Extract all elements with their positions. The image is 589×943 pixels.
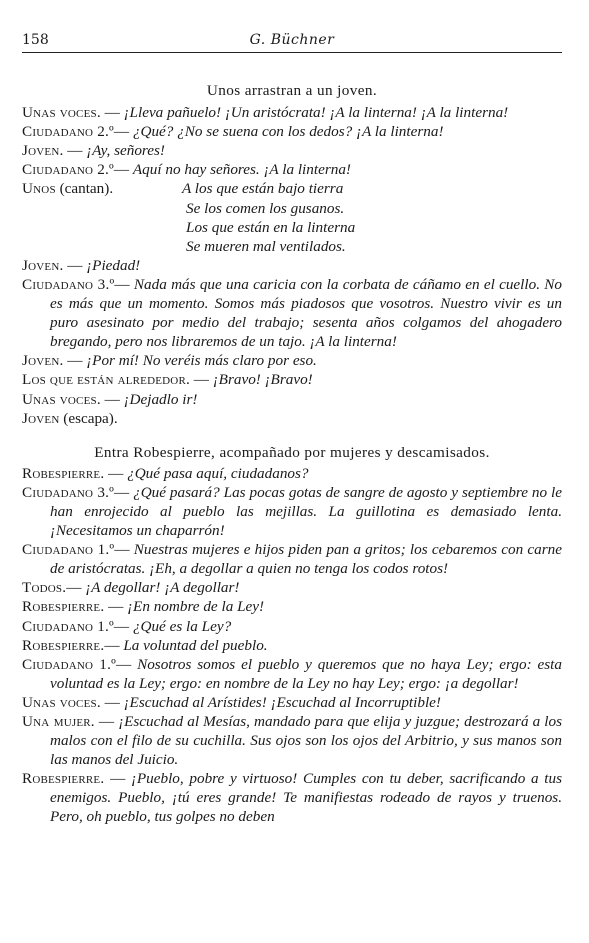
dialogue-dash: —: [104, 104, 120, 122]
dialogue-dash: —: [104, 693, 120, 711]
speech-text: ¿Qué? ¿No se suena con los dedos? ¡A la linterna!: [132, 123, 444, 141]
stage-aside: (escapa).: [63, 409, 118, 427]
speech-text: ¡En nombre de la Ley!: [127, 598, 265, 616]
dialogue-dash: —: [113, 161, 130, 179]
running-head: G. Büchner: [249, 32, 335, 48]
speech-text: ¡Escuchad al Mesías, mandado para que elija y juzgue; destrozará a los malos con el filo de su cuchilla. Sus ojos son los ojos del Arbitrio, y sus manos son las manos del Juicio.: [50, 713, 563, 769]
speaker-name: Ciudadano 3.º: [22, 275, 115, 293]
stage-direction: Entra Robespierre, acompañado por mujeres y descamisados.: [94, 443, 490, 461]
speech-text: ¡Bravo! ¡Bravo!: [212, 371, 313, 389]
dialogue-line: [22, 370, 562, 389]
speaker-name: Robespierre.: [22, 598, 105, 616]
dialogue-dash: —: [113, 123, 130, 141]
dialogue-line: [22, 712, 562, 769]
speaker-name: Ciudadano 2.º: [22, 123, 114, 141]
speaker-name: Robespierre.: [22, 464, 105, 482]
book-page: [22, 30, 562, 827]
dialogue-dash: —: [110, 770, 126, 788]
dialogue-line: [22, 122, 562, 141]
stage-aside: (cantan).: [59, 180, 114, 198]
verse-line: Los que están en la linterna: [186, 218, 356, 236]
speaker-name: Ciudadano 1.º: [22, 655, 116, 673]
dialogue-dash: —: [66, 579, 82, 597]
verse-line: Se mueren mal ventilados.: [186, 237, 346, 255]
speaker-name: Ciudadano 1.º: [22, 617, 114, 635]
speech-text: Nada más que una caricia con la corbata de cáñamo en el cuello. No es más que un momento. Somos más piadosos que vosotros. Nuestro vivir es un puro asesinato por medio del trabajo; sesenta años colgamos del ahogadero bregando, pero nos libraremos de un tajo. ¡A la linterna!: [50, 275, 563, 351]
stage-direction: Unos arrastran a un joven.: [206, 82, 378, 99]
speaker-name: Joven.: [22, 256, 64, 274]
speech-text: ¡Pueblo, pobre y virtuoso! Cumples con tu deber, sacrificando a tus enemigos. Pueblo, ¡tú eres grande! Te manifiestas rodeado de rayos y truenos. Pero, oh pueblo, tus golpes no deben: [50, 770, 563, 826]
dialogue-dash: —: [114, 541, 130, 559]
speaker-name: Unas voces.: [22, 693, 101, 711]
speaker-name: Los que están alrededor.: [22, 371, 190, 389]
song-block: [22, 179, 562, 255]
speaker-name: Robespierre.: [22, 636, 105, 654]
dialogue-dash: —: [104, 636, 120, 654]
dialogue-line: [22, 483, 562, 540]
dialogue-line: [22, 597, 562, 616]
dialogue-line: [22, 617, 562, 636]
dialogue-dash: —: [114, 483, 130, 501]
dialogue-line: [22, 275, 562, 351]
dialogue-line: [22, 103, 562, 122]
dialogue-dash: —: [67, 142, 83, 160]
dialogue-line: [22, 769, 562, 826]
dialogue-line: [22, 160, 562, 179]
dialogue-dash: —: [67, 352, 83, 370]
speaker-name: Joven: [22, 409, 60, 427]
dialogue-dash: —: [67, 256, 83, 274]
speaker-name: Joven.: [22, 352, 64, 370]
speech-text: ¡Por mí! No veréis más claro por eso.: [86, 352, 317, 370]
speech-text: Nuestras mujeres e hijos piden pan a gritos; los cebaremos con carne de aristócratas. ¡Eh, a degollar a quien no tenga los codos rotos!: [50, 541, 563, 578]
dialogue-line: [22, 256, 562, 275]
speaker-name: Unas voces.: [22, 390, 101, 408]
speech-text: ¡A degollar! ¡A degollar!: [85, 579, 240, 597]
page-content: [22, 81, 562, 827]
dialogue-dash: —: [104, 390, 120, 408]
speech-text: ¿Qué es la Ley?: [132, 617, 232, 635]
speech-text: ¡Lleva pañuelo! ¡Un aristócrata! ¡A la linterna! ¡A la linterna!: [123, 104, 509, 122]
dialogue-dash: —: [114, 275, 130, 293]
dialogue-line: [22, 636, 562, 655]
page-header: [22, 30, 562, 53]
dialogue-dash: —: [108, 464, 124, 482]
speech-text: ¡Escuchad al Arístides! ¡Escuchad al Incorruptible!: [123, 693, 441, 711]
speech-text: ¿Qué pasará? Las pocas gotas de sangre de agosto y septiembre no le han enrojecido al pueblo las mejillas. La guillotina es demasiado lenta. ¡Necesitamos un chaparrón!: [50, 483, 562, 540]
speaker-name: Ciudadano 2.º: [22, 161, 114, 179]
verse-line: A los que están bajo tierra: [182, 180, 344, 198]
speech-text: Aquí no hay señores. ¡A la linterna!: [132, 161, 351, 179]
song-verses: [182, 179, 355, 255]
speaker-name: Unos: [22, 180, 56, 198]
dialogue-dash: —: [108, 598, 124, 616]
speaker-name: Ciudadano 3.º: [22, 483, 115, 501]
dialogue-dash: —: [115, 655, 132, 673]
speaker-name: Una mujer.: [22, 713, 95, 730]
speaker-name: Robespierre.: [22, 770, 105, 788]
dialogue-line: [22, 578, 562, 597]
speech-text: Nosotros somos el pueblo y queremos que no haya Ley; ergo: esta voluntad es la Ley; ergo: en nombre de la Ley no hay Ley; ergo: ¡a degollar!: [50, 655, 562, 692]
speaker-name: Ciudadano 1.º: [22, 541, 115, 559]
dialogue-line: [22, 655, 562, 693]
speech-text: ¿Qué pasa aquí, ciudadanos?: [127, 464, 309, 482]
dialogue-dash: —: [113, 617, 130, 635]
dialogue-line: [22, 141, 562, 160]
dialogue-dash: —: [193, 371, 209, 389]
dialogue-line: [22, 409, 562, 428]
verse-line: Se los comen los gusanos.: [186, 199, 345, 217]
page-number: 158: [22, 32, 49, 48]
speech-text: ¡Dejadlo ir!: [123, 390, 198, 408]
dialogue-line: [22, 390, 562, 409]
speech-text: La voluntad del pueblo.: [123, 636, 268, 654]
dialogue-line: [22, 693, 562, 712]
speech-text: ¡Piedad!: [86, 256, 141, 274]
song-speaker: [22, 179, 182, 255]
dialogue-line: [22, 351, 562, 370]
dialogue-dash: —: [98, 713, 115, 730]
speech-text: ¡Ay, señores!: [86, 142, 165, 160]
speaker-name: Todos.: [22, 579, 67, 597]
speaker-name: Unas voces.: [22, 104, 101, 122]
dialogue-line: [22, 464, 562, 483]
dialogue-line: [22, 540, 562, 578]
speaker-name: Joven.: [22, 142, 64, 160]
